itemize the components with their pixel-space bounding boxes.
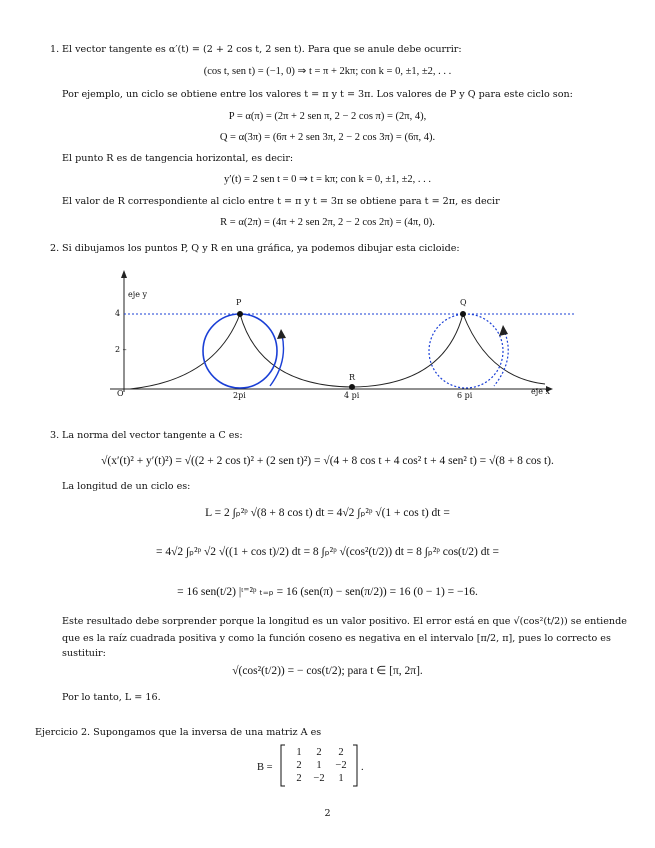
matrix-cell-2-2: 1 [338, 773, 344, 784]
item-3-conclusion: Por lo tanto, L = 16. [62, 692, 161, 703]
x-axis-label: eje x [531, 387, 551, 396]
y-axis-arrow [121, 270, 127, 278]
matrix-cell-2-0: 2 [296, 773, 302, 784]
item-3-eq-L2: = 4√2 ∫ₚ²ᵖ √2 √((1 + cos t)/2) dt = 8 ∫ₚ²ᵖ √(cos²(t/2)) dt = 8 ∫ₚ²ᵖ cos(t/2) dt = [155, 546, 500, 558]
ejercicio-2-statement: Ejercicio 2. Supongamos que la inversa de una matriz A es [35, 727, 322, 738]
matrix-cell-2-1: −2 [313, 773, 325, 784]
motion-arrow-P [277, 329, 286, 339]
item-3-para-3: sustituir: [62, 648, 106, 659]
item-1-line-4: El valor de R correspondiente al ciclo entre t = π y t = 3π se obtiene para t = 2π, es decir [62, 196, 500, 207]
item-3-number: 3. [50, 430, 60, 441]
item-3-eq-L3: = 16 sen(t/2) |ᵗ⁼²ᵖ ₜ₌ₚ = 16 (sen(π) − sen(π/2)) = 16 (0 − 1) = −16. [177, 586, 478, 598]
matrix-B-label: B = [257, 762, 273, 773]
y-axis-label: eje y [128, 290, 148, 299]
item-1-eq-Q: Q = α(3π) = (6π + 2 sen 3π, 2 − 2 cos 3π) = (6π, 4). [219, 132, 436, 143]
point-R-label: R [349, 373, 356, 382]
x-2pi-label: 2pi [233, 391, 246, 400]
rolling-circle-P [203, 314, 277, 388]
item-3-eq-norm: √(x′(t)² + y′(t)²) = √((2 + 2 cos t)² + (2 sen t)²) = √(4 + 8 cos t + 4 cos² t + 4 sen² t) = √(8 + 8 cos t). [101, 455, 554, 467]
point-R-marker [349, 384, 355, 390]
x-4pi-label: 4 pi [344, 391, 360, 400]
item-3-line-2: La longitud de un ciclo es: [62, 481, 191, 492]
item-3-line-1: La norma del vector tangente a C es: [62, 430, 243, 441]
tick-2-label: 2 – [115, 345, 127, 354]
rolling-circle-Q [429, 314, 503, 388]
point-P-label: P [236, 298, 242, 307]
item-2-line-1: Si dibujamos los puntos P, Q y R en una gráfica, ya podemos dibujar esta cicloide: [62, 243, 460, 254]
matrix-cell-1-1: 1 [316, 760, 322, 771]
item-1-eq-cos-sen: (cos t, sen t) = (−1, 0) ⇒ t = π + 2kπ; con k = 0, ±1, ±2, . . . [203, 66, 452, 77]
point-Q-label: Q [460, 298, 467, 307]
page-number: 2 [324, 808, 331, 819]
item-1-line-3: El punto R es de tangencia horizontal, es decir: [62, 153, 294, 164]
origin-label: O [117, 389, 124, 398]
point-Q-marker [460, 311, 466, 317]
cycloid-arch-left [130, 314, 240, 389]
matrix-cell-0-2: 2 [338, 747, 344, 758]
matrix-cell-0-1: 2 [316, 747, 322, 758]
item-1-eq-R: R = α(2π) = (4π + 2 sen 2π, 2 − 2 cos 2π) = (4π, 0). [220, 217, 435, 228]
item-3-eq-L1: L = 2 ∫ₚ²ᵖ √(8 + 8 cos t) dt = 4√2 ∫ₚ²ᵖ √(1 + cos t) dt = [205, 507, 450, 519]
item-3-para-2: que es la raíz cuadrada positiva y como la función coseno es negativa en el intervalo [π/2, π], pues lo correcto es [62, 633, 611, 644]
item-1-line-1: El vector tangente es α′(t) = (2 + 2 cos t, 2 sen t). Para que se anule debe ocurrir: [62, 44, 462, 55]
point-P-marker [237, 311, 243, 317]
matrix-trailing-period: . [361, 762, 364, 773]
matrix-cell-0-0: 1 [296, 747, 302, 758]
item-1-number: 1. [50, 44, 60, 55]
matrix-cell-1-0: 2 [296, 760, 302, 771]
motion-arrow-Q [499, 325, 508, 336]
item-1-eq-yprime: y′(t) = 2 sen t = 0 ⇒ t = kπ; con k = 0, ±1, ±2, . . . [223, 174, 432, 185]
matrix-cell-1-2: −2 [335, 760, 347, 771]
item-1-line-2: Por ejemplo, un ciclo se obtiene entre los valores t = π y t = 3π. Los valores de P y Q para este ciclo son: [62, 89, 573, 100]
item-3-para-1: Este resultado debe sorprender porque la longitud es un valor positivo. El error está en que √(cos²(t/2)) se entiende [62, 616, 627, 627]
item-3-eq-substitute: √(cos²(t/2)) = − cos(t/2); para t ∈ [π, 2π]. [232, 665, 423, 677]
tick-4-label: 4 [115, 309, 121, 318]
cycloid-arch-right [463, 314, 545, 384]
item-2-number: 2. [50, 243, 60, 254]
x-6pi-label: 6 pi [457, 391, 473, 400]
item-1-eq-P: P = α(π) = (2π + 2 sen π, 2 − 2 cos π) = (2π, 4), [228, 111, 427, 122]
